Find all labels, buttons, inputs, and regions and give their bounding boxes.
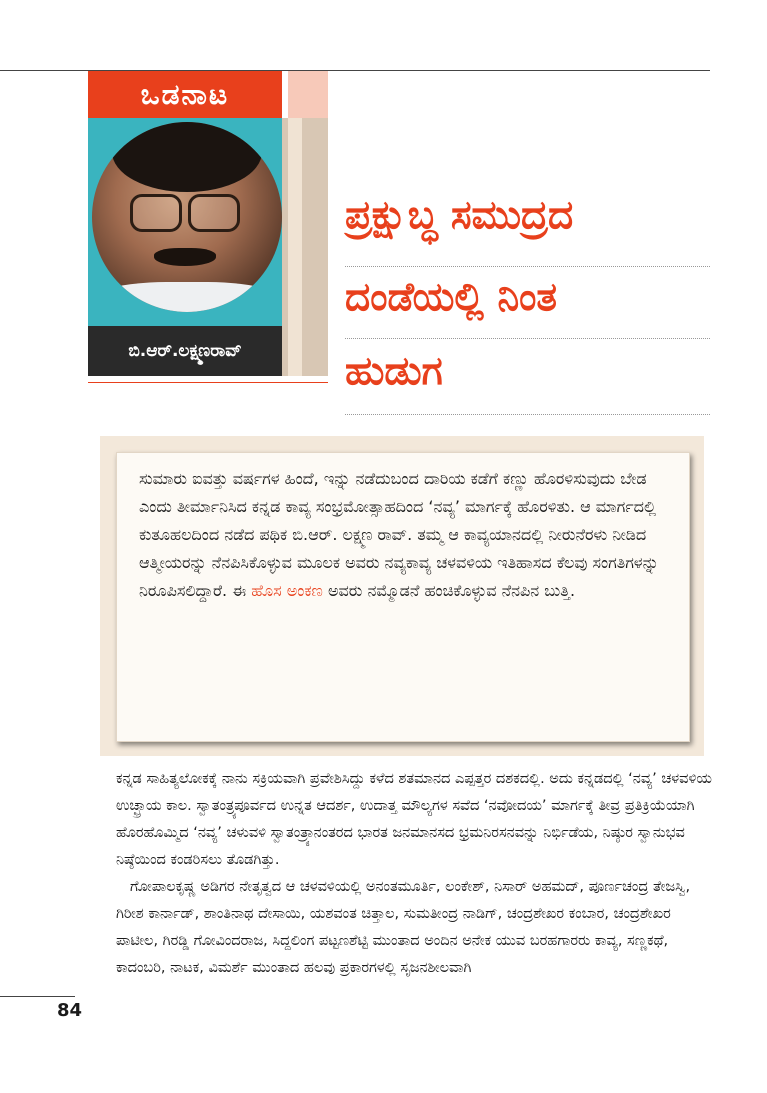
portrait-glasses [130,194,240,228]
article-title-line-1: ಪ್ರಕ್ಷುಬ್ಧ ಸಮುದ್ರದ [345,193,574,238]
name-rule [88,382,328,383]
article-title-line-2: ದಂಡೆಯಲ್ಲಿ ನಿಂತ [345,275,558,320]
intro-box [116,452,690,742]
portrait-shirt [92,282,282,312]
body-paragraph: ಕನ್ನಡ ಸಾಹಿತ್ಯಲೋಕಕ್ಕೆ ನಾನು ಸಕ್ರಿಯವಾಗಿ ಪ್ರವೇಶಿಸಿದ್ದು ಕಳೆದ ಶತಮಾನದ ಎಪ್ಪತ್ತರ ದಶಕದಲ್ಲಿ. ಅದು ಕನ್ನಡದಲ್ಲಿ ‘ನವ್ಯ’ ಚಳವಳಿಯ ಉಚ್ಛ್ರಾಯ ಕಾಲ. ಸ್ವಾತಂತ್ರ್ಯಪೂರ್ವದ ಉನ್ನತ ಆದರ್ಶ, ಉದಾತ್ತ ಮೌಲ್ಯಗಳ ಸವೆದ ‘ನವೋದಯ’ ಮಾರ್ಗಕ್ಕೆ ತೀವ್ರ ಪ್ರತಿಕ್ರಿಯೆಯಾಗಿ ಹೊರಹೊಮ್ಮಿದ ‘ನವ್ಯ’ ಚಳುವಳಿ ಸ್ವಾತಂತ್ರ್ಯಾನಂತರದ ಭಾರತ ಜನಮಾನಸದ ಭ್ರಮನಿರಸನವನ್ನು ನಿರ್ಭಿಡೆಯ, ನಿಷ್ಠುರ ಸ್ವಾನುಭವ ನಿಷ್ಠೆಯಿಂದ ಕಂಡರಿಸಲು ತೊಡಗಿತ್ತು. [116,771,712,868]
title-divider-2 [345,338,710,339]
title-divider-1 [345,266,710,267]
section-tag: ಒಡನಾಟ [88,71,282,118]
portrait-hair [112,122,262,192]
article-body [116,766,712,982]
intro-text: ಸುಮಾರು ಐವತ್ತು ವರ್ಷಗಳ ಹಿಂದೆ, ಇನ್ನು ನಡೆದುಬಂದ ದಾರಿಯ ಕಡೆಗೆ ಕಣ್ಣು ಹೊರಳಿಸುವುದು ಬೇಡ ಎಂದು ತೀರ್ಮಾನಿಸಿದ ಕನ್ನಡ ಕಾವ್ಯ ಸಂಭ್ರಮೋತ್ಸಾಹದಿಂದ ‘ನವ್ಯ’ ಮಾರ್ಗಕ್ಕೆ ಹೊರಳಿತು. ಆ ಮಾರ್ಗದಲ್ಲಿ ಕುತೂಹಲದಿಂದ ನಡೆದ ಪಥಿಕ ಬಿ.ಆರ್. ಲಕ್ಷ್ಮಣ ರಾವ್. ತಮ್ಮ ಆ ಕಾವ್ಯಯಾನದಲ್ಲಿ ನೀರುನೆರಳು ನೀಡಿದ ಆತ್ಮೀಯರನ್ನು ನೆನಪಿಸಿಕೊಳ್ಳುವ ಮೂಲಕ ಅವರು ನವ್ಯಕಾವ್ಯ ಚಳವಳಿಯ ಇತಿಹಾಸದ ಕೆಲವು ಸಂಗತಿಗಳನ್ನು ನಿರೂಪಿಸಲಿದ್ದಾರೆ. ಈ ಹೊಸ ಅಂಕಣ ಅವರು ನಮ್ಮೊಡನೆ ಹಂಚಿಕೊಳ್ಳುವ ನೆನಪಿನ ಬುತ್ತಿ. [139,469,659,600]
page-number: 84 [57,1000,83,1021]
author-name: ಬಿ.ಆರ್.ಲಕ್ಷ್ಮಣರಾವ್ [88,326,282,376]
article-title-line-3: ಹುಡುಗ [345,349,443,394]
title-divider-3 [345,414,710,415]
page-number-rule [0,996,75,997]
body-paragraph: ಗೋಪಾಲಕೃಷ್ಣ ಅಡಿಗರ ನೇತೃತ್ವದ ಆ ಚಳವಳಿಯಲ್ಲಿ ಅನಂತಮೂರ್ತಿ, ಲಂಕೇಶ್, ನಿಸಾರ್ ಅಹಮದ್, ಪೂರ್ಣಚಂದ್ರ ತೇಜಸ್ವಿ, ಗಿರೀಶ ಕಾರ್ನಾಡ್, ಶಾಂತಿನಾಥ ದೇಸಾಯಿ, ಯಶವಂತ ಚಿತ್ತಾಲ, ಸುಮತೀಂದ್ರ ನಾಡಿಗ್, ಚಂದ್ರಶೇಖರ ಕಂಬಾರ, ಚಂದ್ರಶೇಖರ ಪಾಟೀಲ, ಗಿರಡ್ಡಿ ಗೋವಿಂದರಾಜ, ಸಿದ್ದಲಿಂಗ ಪಟ್ಟಣಶೆಟ್ಟಿ ಮುಂತಾದ ಅಂದಿನ ಅನೇಕ ಯುವ ಬರಹಗಾರರು ಕಾವ್ಯ, ಸಣ್ಣಕಥೆ, ಕಾದಂಬರಿ, ನಾಟಕ, ವಿಮರ್ಶೆ ಮುಂತಾದ ಹಲವು ಪ್ರಕಾರಗಳಲ್ಲಿ ಸೃಜನಶೀಲವಾಗಿ [116,879,691,976]
section-tag-accent [282,71,328,118]
photo-side-strip [282,118,328,376]
portrait-mustache [154,248,216,266]
author-portrait [92,122,282,312]
intro-highlight: ಹೊಸ ಅಂಕಣ [251,581,323,600]
